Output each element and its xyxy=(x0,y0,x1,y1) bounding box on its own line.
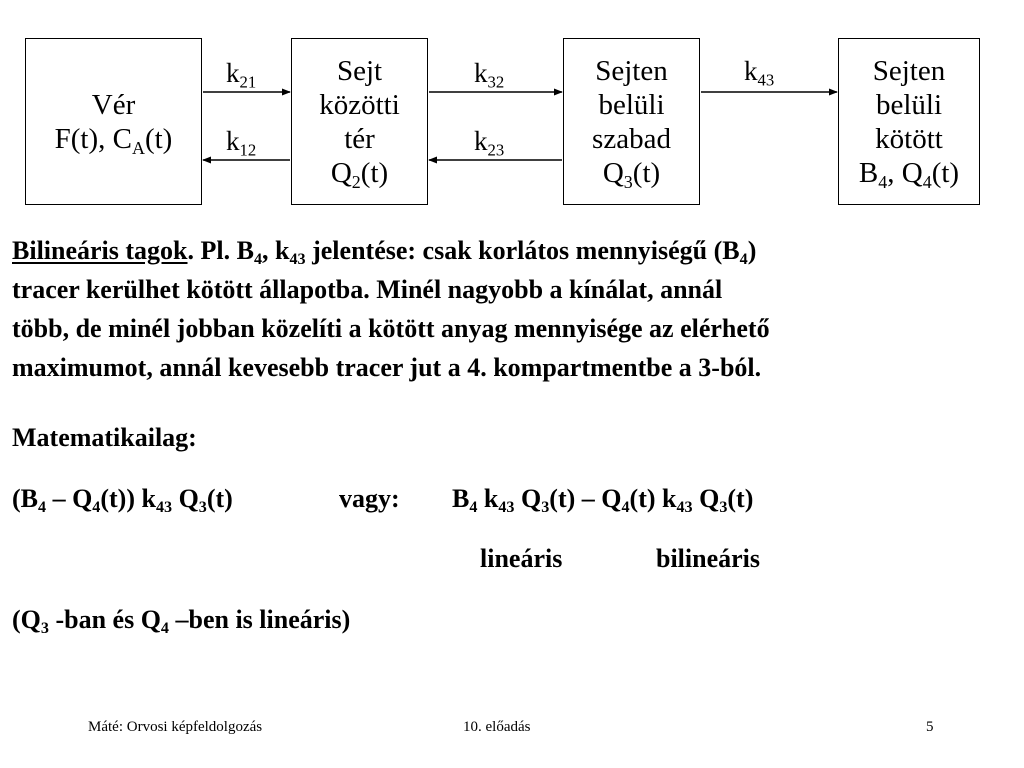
rate-k43: $k_{43}$ xyxy=(744,56,775,90)
formula-left: $(B_4 - Q_4(t))$ $k_{43}$ $Q_3(t)$ xyxy=(12,484,233,517)
subscript: 43 xyxy=(155,499,173,517)
subscript: A xyxy=(131,137,145,158)
label-bilinear: bilineáris xyxy=(656,544,761,573)
paragraph-line-3: több, de minél jobban közelíti a kötött anyag mennyisége az elérhető xyxy=(12,314,770,343)
paragraph-line-4: maximumot, annál kevesebb tracer jut a 4. kompartmentbe a 3-ból. xyxy=(12,353,762,382)
subscript: 23 xyxy=(487,140,505,160)
math-heading: Matematikailag: xyxy=(12,423,197,452)
box-line: kötött xyxy=(875,122,943,155)
subscript: 4 xyxy=(160,620,169,638)
formula-right: $B_4$ $k_{43}$ $Q_3(t) - Q_4(t)$ $k_{43}$ $Q_3(t)$ xyxy=(452,484,754,517)
subscript: 4 xyxy=(469,499,478,517)
box-line: $Q_2(t)$ xyxy=(330,156,389,192)
subscript: 43 xyxy=(289,251,306,269)
subscript: 43 xyxy=(757,70,775,90)
subscript: 4 xyxy=(878,171,888,192)
box-line: tér xyxy=(344,122,375,155)
rate-k32: $k_{32}$ xyxy=(474,58,505,92)
box-line: belüli xyxy=(875,88,943,121)
box-line: $Q_3(t)$ xyxy=(602,156,661,192)
subscript: 3 xyxy=(719,499,728,517)
footer-author: Máté: Orvosi képfeldolgozás xyxy=(88,719,263,735)
box-line: Vér xyxy=(91,88,136,121)
box-line: F(t), $C_A(t)$ xyxy=(54,122,173,158)
paragraph-line-1: Bilineáris tagok. Pl. $B_4$, $k_{43}$ jelentése: csak korlátos mennyiségű $(B_4)$ xyxy=(12,236,757,269)
formula-connector: vagy: xyxy=(339,484,400,513)
diagram-arrows xyxy=(0,0,1024,230)
rate-k23: $k_{23}$ xyxy=(474,126,505,160)
box-line: Sejten xyxy=(872,54,946,87)
box-line: Sejten xyxy=(595,54,668,87)
label-linear: lineáris xyxy=(480,544,563,573)
box-line: belüli xyxy=(598,88,665,121)
box-line: $B_4$, $Q_4(t)$ xyxy=(858,156,960,192)
box-line: közötti xyxy=(319,88,400,121)
underlined-term: Bilineáris tagok xyxy=(12,236,188,265)
subscript: 3 xyxy=(198,499,207,517)
subscript: 43 xyxy=(498,499,515,517)
subscript: 3 xyxy=(541,499,550,517)
subscript: 43 xyxy=(676,499,693,517)
subscript: 4 xyxy=(38,499,47,517)
subscript: 3 xyxy=(623,171,633,192)
box-line: szabad xyxy=(592,122,671,155)
subscript: 4 xyxy=(621,499,630,517)
subscript: 3 xyxy=(40,620,49,638)
subscript: 4 xyxy=(253,251,263,269)
note-linear: ($Q_3$ -ban és $Q_4$ –ben is lineáris) xyxy=(12,605,351,638)
subscript: 4 xyxy=(739,251,748,269)
subscript: 12 xyxy=(239,140,257,160)
paragraph-line-2: tracer kerülhet kötött állapotba. Minél nagyobb a kínálat, annál xyxy=(12,275,723,304)
footer-lecture: 10. előadás xyxy=(463,719,531,735)
box-line: Sejt xyxy=(336,54,383,87)
rate-k21: $k_{21}$ xyxy=(226,58,257,92)
footer-page-number: 5 xyxy=(926,719,934,735)
subscript: 2 xyxy=(351,171,361,192)
subscript: 4 xyxy=(92,499,101,517)
rate-k12: $k_{12}$ xyxy=(226,126,257,160)
subscript: 32 xyxy=(487,72,505,92)
subscript: 4 xyxy=(922,171,932,192)
subscript: 21 xyxy=(239,72,257,92)
